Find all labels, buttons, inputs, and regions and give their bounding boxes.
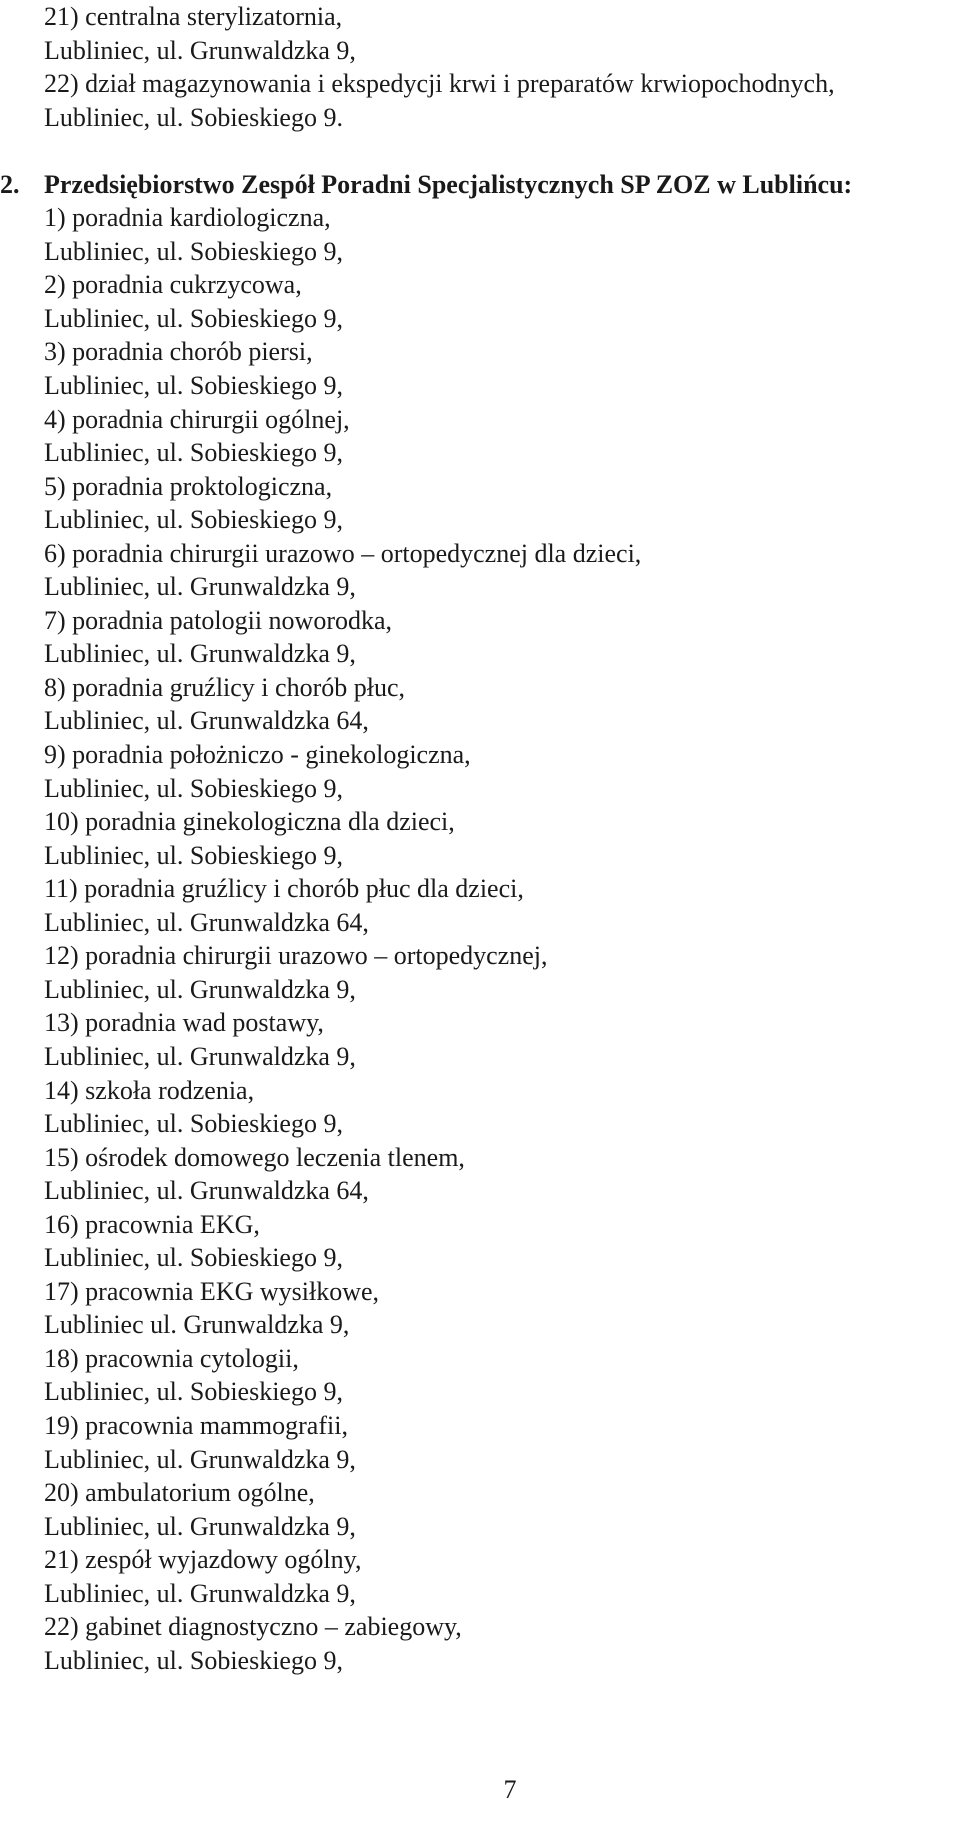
page-number: 7: [503, 1775, 517, 1804]
address-line: Lubliniec, ul. Sobieskiego 9,: [44, 438, 343, 468]
address-line: Lubliniec, ul. Grunwaldzka 9,: [44, 974, 356, 1004]
section-title: Przedsiębiorstwo Zespół Poradni Specjalistycznych SP ZOZ w Lublińcu:: [44, 169, 853, 199]
list-item: 22) gabinet diagnostyczno – zabiegowy,: [44, 1612, 462, 1642]
address-line: Lubliniec, ul. Grunwaldzka 9,: [44, 1511, 356, 1541]
address-line: Lubliniec, ul. Sobieskiego 9,: [44, 1109, 343, 1139]
address-line: Lubliniec, ul. Sobieskiego 9.: [44, 102, 343, 132]
list-item: 14) szkoła rodzenia,: [44, 1075, 255, 1105]
address-line: Lubliniec, ul. Sobieskiego 9,: [44, 1243, 343, 1273]
list-item: 5) poradnia proktologiczna,: [44, 471, 333, 501]
list-item: 2) poradnia cukrzycowa,: [44, 270, 302, 300]
list-item: 17) pracownia EKG wysiłkowe,: [44, 1276, 380, 1306]
address-line: Lubliniec, ul. Sobieskiego 9,: [44, 1645, 343, 1675]
address-line: Lubliniec, ul. Grunwaldzka 64,: [44, 706, 369, 736]
section-number: 2.: [0, 169, 20, 199]
address-line: Lubliniec, ul. Grunwaldzka 9,: [44, 1578, 356, 1608]
list-item: 8) poradnia gruźlicy i chorób płuc,: [44, 672, 405, 702]
address-line: Lubliniec, ul. Sobieskiego 9,: [44, 371, 343, 401]
spacer: [44, 134, 954, 168]
list-item: 1) poradnia kardiologiczna,: [44, 203, 331, 233]
address-line: Lubliniec, ul. Sobieskiego 9,: [44, 773, 343, 803]
address-line: Lubliniec, ul. Sobieskiego 9,: [44, 505, 343, 535]
address-line: Lubliniec, ul. Grunwaldzka 9,: [44, 572, 356, 602]
address-line: Lubliniec, ul. Grunwaldzka 64,: [44, 1176, 369, 1206]
address-line: Lubliniec, ul. Grunwaldzka 64,: [44, 907, 369, 937]
list-item: 3) poradnia chorób piersi,: [44, 337, 313, 367]
list-item: 22) dział magazynowania i ekspedycji krwi i preparatów krwiopochodnych,: [44, 69, 835, 99]
address-line: Lubliniec, ul. Sobieskiego 9,: [44, 1377, 343, 1407]
list-item: 19) pracownia mammografii,: [44, 1410, 348, 1440]
list-item: 9) poradnia położniczo - ginekologiczna,: [44, 740, 471, 770]
list-item: 6) poradnia chirurgii urazowo – ortopedycznej dla dzieci,: [44, 538, 642, 568]
address-line: Lubliniec ul. Grunwaldzka 9,: [44, 1310, 350, 1340]
list-item: 16) pracownia EKG,: [44, 1209, 260, 1239]
address-line: Lubliniec, ul. Grunwaldzka 9,: [44, 1444, 356, 1474]
list-item: 21) zespół wyjazdowy ogólny,: [44, 1545, 362, 1575]
list-item: 13) poradnia wad postawy,: [44, 1008, 324, 1038]
section-heading: [0, 168, 954, 202]
address-line: Lubliniec, ul. Sobieskiego 9,: [44, 303, 343, 333]
address-line: Lubliniec, ul. Grunwaldzka 9,: [44, 1041, 356, 1071]
address-line: Lubliniec, ul. Sobieskiego 9,: [44, 840, 343, 870]
list-item: 11) poradnia gruźlicy i chorób płuc dla dzieci,: [44, 874, 524, 904]
address-line: Lubliniec, ul. Grunwaldzka 9,: [44, 639, 356, 669]
list-item: 18) pracownia cytologii,: [44, 1343, 299, 1373]
address-line: Lubliniec, ul. Sobieskiego 9,: [44, 236, 343, 266]
list-item: 7) poradnia patologii noworodka,: [44, 605, 393, 635]
list-item: 12) poradnia chirurgii urazowo – ortopedycznej,: [44, 941, 548, 971]
list-item: 4) poradnia chirurgii ogólnej,: [44, 404, 350, 434]
list-item: 21) centralna sterylizatornia,: [44, 2, 343, 31]
address-line: Lubliniec, ul. Grunwaldzka 9,: [44, 35, 356, 65]
list-item: 20) ambulatorium ogólne,: [44, 1478, 315, 1508]
page-number-footer: [0, 1775, 960, 1805]
list-item: 15) ośrodek domowego leczenia tlenem,: [44, 1142, 465, 1172]
list-item: 10) poradnia ginekologiczna dla dzieci,: [44, 807, 455, 837]
